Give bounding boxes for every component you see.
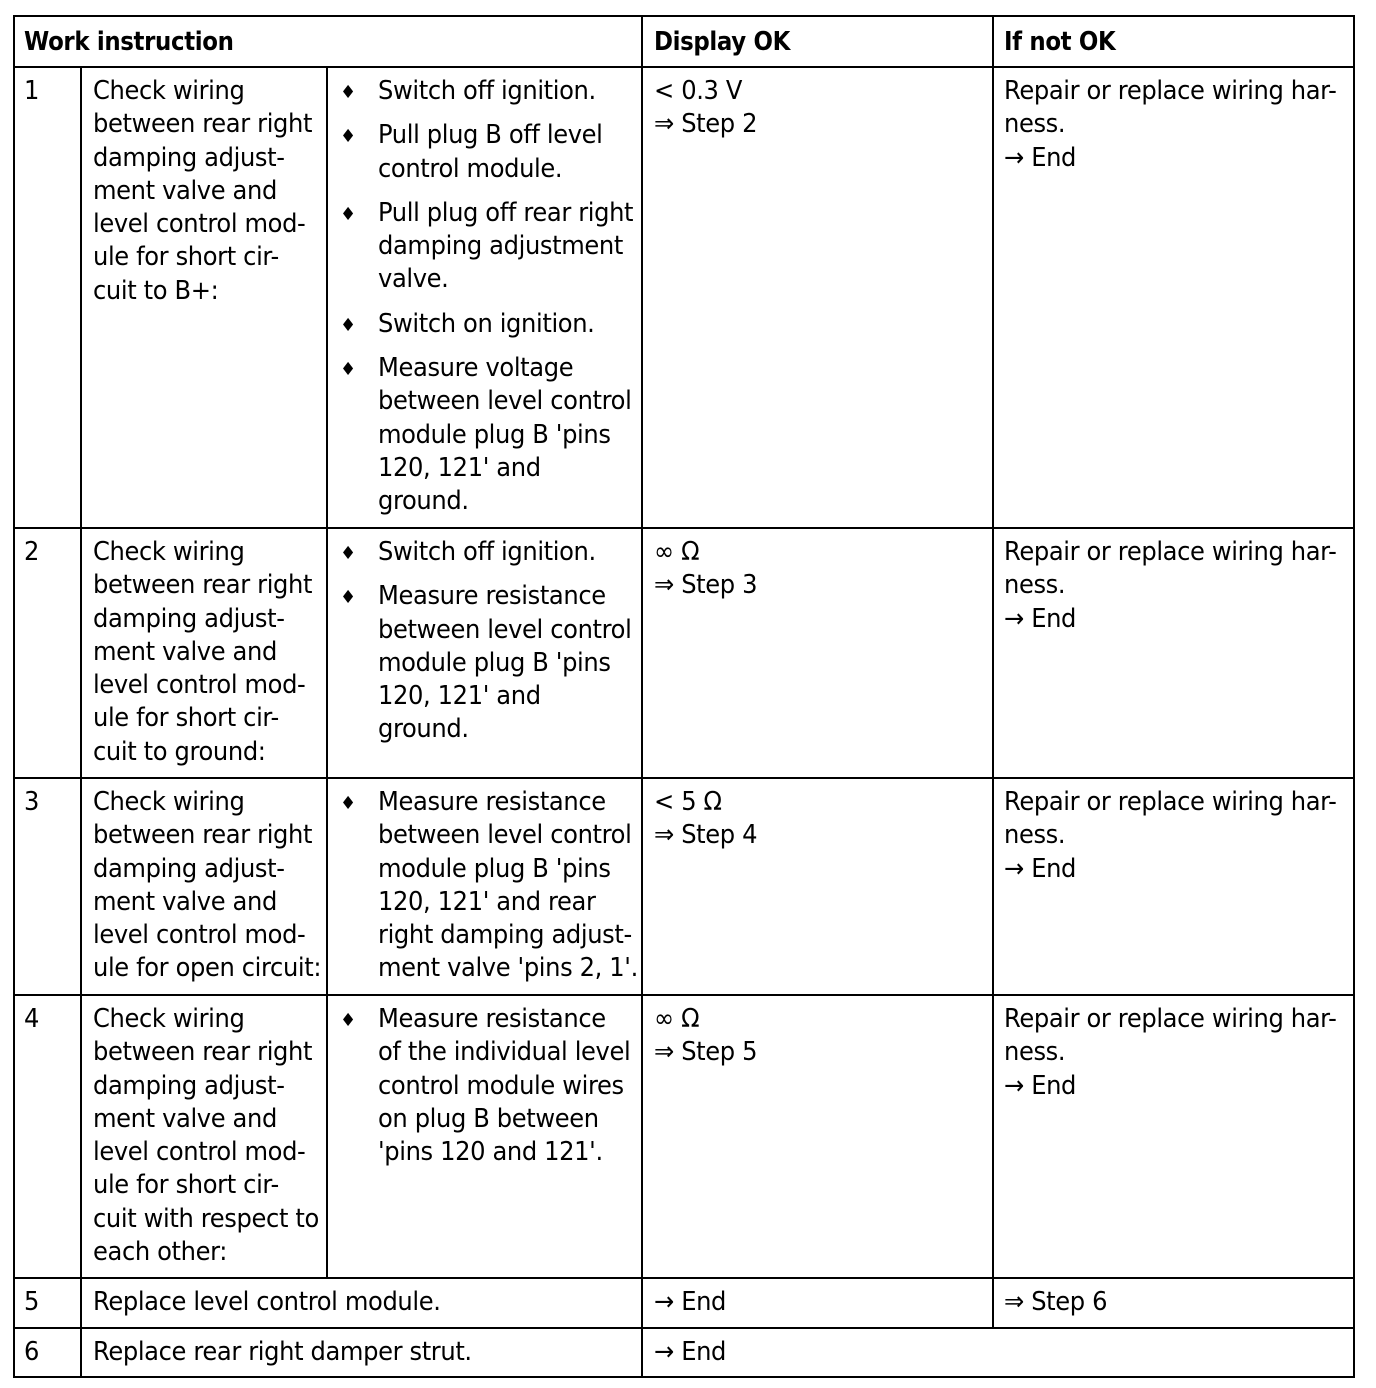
procedure-step-line: module plug B 'pins xyxy=(378,647,611,678)
if-not-ok-action-line: → End xyxy=(1004,1070,1077,1101)
check-description-line: ment valve and xyxy=(93,175,277,206)
step-number: 2 xyxy=(24,537,40,567)
check-description-line: damping adjust- xyxy=(93,1070,285,1101)
check-description-line: ule for open circuit: xyxy=(93,953,322,984)
procedure-step-line: valve. xyxy=(378,264,449,295)
step-number: 1 xyxy=(24,76,40,106)
display-ok-value-line: < 5 Ω xyxy=(654,787,722,817)
procedure-step-line: 120, 121' and xyxy=(378,452,541,483)
row-divider xyxy=(15,994,1353,996)
procedure-step xyxy=(378,119,603,186)
procedure-step xyxy=(378,352,631,518)
if-not-ok-action-line: ness. xyxy=(1004,1037,1066,1068)
header-work-instruction: Work instruction xyxy=(24,27,234,57)
procedure-step-line: between level control xyxy=(378,820,632,851)
if-not-ok-action-line: → End xyxy=(1004,603,1077,634)
procedure-step-line: Switch on ignition. xyxy=(378,308,595,339)
if-not-ok-action: ⇒ Step 6 xyxy=(1004,1287,1108,1317)
row-divider xyxy=(15,527,1353,529)
bullet-icon: ♦ xyxy=(340,793,357,814)
check-description-line: between rear right xyxy=(93,109,313,140)
check-description-line: level control mod- xyxy=(93,670,306,701)
procedure-step-line: control module. xyxy=(378,153,563,184)
procedure-step xyxy=(378,75,596,108)
step-number: 5 xyxy=(24,1287,40,1317)
if-not-ok-action-line: ness. xyxy=(1004,820,1066,851)
check-description-line: level control mod- xyxy=(93,209,306,240)
column-divider-number xyxy=(80,67,82,1376)
step-number: 6 xyxy=(24,1337,40,1367)
check-description-line: Check wiring xyxy=(93,1004,245,1034)
procedure-step xyxy=(378,197,633,297)
procedure-step-line: Measure voltage xyxy=(378,353,574,384)
procedure-step xyxy=(378,786,638,986)
header-if-not-ok: If not OK xyxy=(1004,27,1116,57)
display-ok-value-line: ⇒ Step 5 xyxy=(654,1037,758,1068)
check-description-line: ule for short cir- xyxy=(93,703,279,734)
check-description-line: each other: xyxy=(93,1237,228,1268)
header-divider xyxy=(15,66,1353,68)
column-divider-check xyxy=(326,67,328,1278)
procedure-step-line: ment valve 'pins 2, 1'. xyxy=(378,953,638,984)
check-description-line: cuit to B+: xyxy=(93,275,219,306)
procedure-step-line: ground. xyxy=(378,486,469,517)
step-number: 4 xyxy=(24,1004,40,1034)
check-description-line: between rear right xyxy=(93,1037,313,1068)
display-ok-value xyxy=(654,1003,757,1070)
bullet-icon: ♦ xyxy=(340,82,357,103)
if-not-ok-action xyxy=(1004,786,1337,886)
bullet-icon: ♦ xyxy=(340,314,357,336)
check-description-line: damping adjust- xyxy=(93,142,285,173)
if-not-ok-action xyxy=(1004,1003,1337,1103)
procedure-step-line: 'pins 120 and 121'. xyxy=(378,1137,603,1168)
procedure-step-line: on plug B between xyxy=(378,1103,599,1134)
check-description-line: Check wiring xyxy=(93,76,245,106)
if-not-ok-action-line: ness. xyxy=(1004,109,1066,140)
procedure-step-line: control module wires xyxy=(378,1070,624,1101)
bullet-icon: ♦ xyxy=(340,543,357,564)
procedure-step-line: Measure resistance xyxy=(378,1004,606,1034)
procedure-step-line: Measure resistance xyxy=(378,581,606,612)
row-divider xyxy=(15,777,1353,779)
check-description-line: between rear right xyxy=(93,570,313,601)
procedure-step xyxy=(378,580,631,746)
procedure-step-line: Switch off ignition. xyxy=(378,537,596,567)
check-description-line: damping adjust- xyxy=(93,603,285,634)
display-ok-value xyxy=(654,75,757,142)
procedure-step-line: ground. xyxy=(378,714,469,745)
display-ok-value-line: ⇒ Step 2 xyxy=(654,109,758,140)
procedure-step-line: Measure resistance xyxy=(378,787,606,817)
display-ok-value-line: < 0.3 V xyxy=(654,76,743,106)
instruction-text: Replace level control module. xyxy=(93,1287,441,1317)
procedure-step-line: Pull plug off rear right xyxy=(378,197,634,228)
check-description-line: ment valve and xyxy=(93,886,277,917)
display-ok-value: → End xyxy=(654,1337,727,1367)
check-description-line: Check wiring xyxy=(93,537,245,567)
display-ok-value xyxy=(654,536,757,603)
bullet-icon: ♦ xyxy=(340,359,357,381)
procedure-step-line: Pull plug B off level xyxy=(378,120,603,151)
bullet-icon: ♦ xyxy=(340,126,357,148)
procedure-step xyxy=(378,308,594,341)
procedure-step xyxy=(378,1003,630,1169)
if-not-ok-action xyxy=(1004,536,1337,636)
procedure-step-line: damping adjustment xyxy=(378,231,623,262)
if-not-ok-action-line: Repair or replace wiring har- xyxy=(1004,787,1337,817)
check-description xyxy=(93,536,312,769)
display-ok-value-line: ⇒ Step 4 xyxy=(654,820,758,851)
check-description-line: ule for short cir- xyxy=(93,1170,279,1201)
display-ok-value xyxy=(654,786,757,853)
header-display-ok: Display OK xyxy=(654,27,790,57)
check-description xyxy=(93,1003,319,1269)
row-divider xyxy=(15,1327,1353,1329)
step-number: 3 xyxy=(24,787,40,817)
procedure-step xyxy=(378,536,596,569)
bullet-icon: ♦ xyxy=(340,203,357,225)
procedure-step-line: module plug B 'pins xyxy=(378,853,611,884)
column-divider-not-ok xyxy=(992,17,994,1328)
procedure-step-line: Switch off ignition. xyxy=(378,76,596,106)
work-instruction-table xyxy=(13,15,1355,1378)
check-description-line: level control mod- xyxy=(93,1137,306,1168)
display-ok-value-line: ∞ Ω xyxy=(654,1004,700,1034)
procedure-step-line: of the individual level xyxy=(378,1037,631,1068)
if-not-ok-action-line: ness. xyxy=(1004,570,1066,601)
check-description xyxy=(93,786,321,986)
if-not-ok-action-line: → End xyxy=(1004,142,1077,173)
procedure-step-line: module plug B 'pins xyxy=(378,419,611,450)
check-description-line: ment valve and xyxy=(93,636,277,667)
check-description-line: Check wiring xyxy=(93,787,245,817)
check-description-line: damping adjust- xyxy=(93,853,285,884)
display-ok-value-line: ⇒ Step 3 xyxy=(654,570,758,601)
check-description xyxy=(93,75,312,308)
if-not-ok-action-line: Repair or replace wiring har- xyxy=(1004,76,1337,106)
check-description-line: cuit with respect to xyxy=(93,1203,319,1234)
procedure-step-line: between level control xyxy=(378,614,632,645)
display-ok-value-line: ∞ Ω xyxy=(654,537,700,567)
row-divider xyxy=(15,1277,1353,1279)
bullet-icon: ♦ xyxy=(340,1010,357,1031)
check-description-line: between rear right xyxy=(93,820,313,851)
if-not-ok-action-line: → End xyxy=(1004,853,1077,884)
display-ok-value: → End xyxy=(654,1287,727,1317)
check-description-line: level control mod- xyxy=(93,920,306,951)
bullet-icon: ♦ xyxy=(340,587,357,609)
procedure-step-line: between level control xyxy=(378,386,632,417)
if-not-ok-action-line: Repair or replace wiring har- xyxy=(1004,1004,1337,1034)
check-description-line: cuit to ground: xyxy=(93,736,266,767)
check-description-line: ule for short cir- xyxy=(93,242,279,273)
check-description-line: ment valve and xyxy=(93,1103,277,1134)
if-not-ok-action-line: Repair or replace wiring har- xyxy=(1004,537,1337,567)
if-not-ok-action xyxy=(1004,75,1337,175)
instruction-text: Replace rear right damper strut. xyxy=(93,1337,472,1367)
procedure-step-line: 120, 121' and xyxy=(378,681,541,712)
procedure-step-line: right damping adjust- xyxy=(378,920,632,951)
procedure-step-line: 120, 121' and rear xyxy=(378,886,596,917)
column-divider-display xyxy=(641,17,643,1376)
